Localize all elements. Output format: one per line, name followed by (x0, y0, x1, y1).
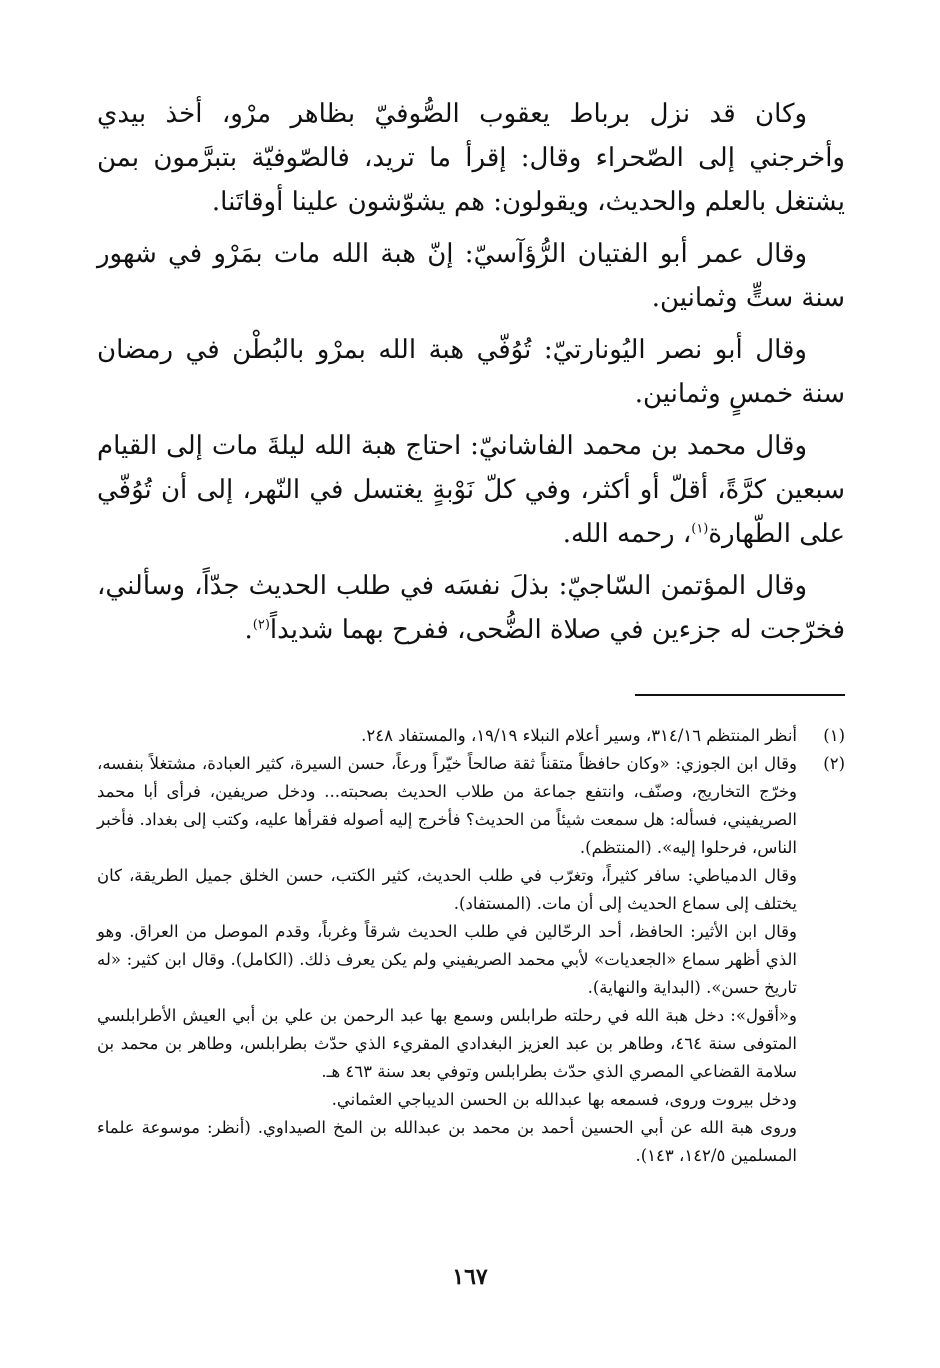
footnote-text: أنظر المنتظم ٣١٤/١٦، وسير أعلام النبلاء ١٩/١٩، والمستفاد ٢٤٨. (361, 726, 797, 745)
paragraph-text: وقال أبو نصر اليُونارتيّ: تُوُفّي هبة الله بمرْو بالبُطْن في رمضان سنة خمسٍ وثمانين. (97, 335, 845, 409)
footnote-text: وقال ابن الجوزي: «وكان حافظاً متقناً ثقة صالحاً خيّراً ورعاً، حسن السيرة، كثير العبادة، مشتغلاً بنفسه، وخرّج التخاريج، وصنّف، وانتفع جماعة من طلاب الحديث بصحبته... ودخل صريفين، فرأى أبا محمد الصريفيني، فسأله: هل سمعت شيئاً من الحديث؟ فأخرج إليه أصوله فقرأها عليه، وكتب إلى بغداد. فأخبر الناس، فرحلوا إليه». (المنتظم). (97, 754, 797, 857)
footnote (97, 750, 845, 1170)
footnote-number: (٢) (823, 754, 845, 773)
footnote-body (97, 750, 797, 1170)
page-number: ١٦٧ (452, 1264, 488, 1290)
paragraph (97, 564, 845, 652)
footnote-text: ودخل بيروت وروى، فسمعه بها عبدالله بن الحسن الديباجي العثماني. (331, 1090, 797, 1109)
footnotes (97, 722, 845, 1170)
footnote-text: وقال ابن الأثير: الحافظ، أحد الرحّالين في طلب الحديث شرقاً وغرباً، وقدم الموصل من العراق. وهو الذي أظهر سماع «الجعديات» لأبي محمد الصريفيني ولم يكن يعرف ذلك. (الكامل). وقال ابن كثير: «له تاريخ حسن». (البداية والنهاية). (97, 922, 797, 997)
footnote-text: وروى هبة الله عن أبي الحسين أحمد بن محمد بن عبدالله بن المخ الصيداوي. (أنظر: موسوعة علماء المسلمين ١٤٢/٥، ١٤٣). (97, 1118, 797, 1165)
paragraph-text-tail: . (244, 615, 253, 645)
paragraph (97, 232, 845, 320)
paragraph-text: وقال عمر أبو الفتيان الرُّؤآسيّ: إنّ هبة الله مات بمَرْو في شهور سنة ستٍّ وثمانين. (97, 239, 845, 313)
footnote-number: (١) (823, 726, 845, 745)
footnote-divider (635, 694, 845, 696)
footnote-marker: (١) (691, 521, 709, 537)
footnote-body (97, 722, 797, 750)
main-text (97, 92, 845, 660)
footnote-marker: (٢) (252, 617, 270, 633)
paragraph-text: وكان قد نزل برباط يعقوب الصُّوفيّ بظاهر مرْو، أخذ بيدي وأخرجني إلى الصّحراء وقال: إقرأ ما تريد، فالصّوفيّة بتبرَّمون بمن يشتغل بالعلم والحديث، ويقولون: هم يشوّشون علينا أوقاتَنا. (97, 99, 845, 217)
paragraph (97, 92, 845, 224)
footnote (97, 722, 845, 750)
paragraph (97, 328, 845, 416)
paragraph-text: وقال المؤتمن السّاجيّ: بذلَ نفسَه في طلب الحديث جدّاً، وسألني، فخرّجت له جزءين في صلاة الضُّحى، ففرح بهما شديداً (97, 571, 845, 645)
footnote-text: وقال الدمياطي: سافر كثيراً، وتغرّب في طلب الحديث، كثير الكتب، حسن الخلق جميل الطريقة، كان يختلف إلى سماع الحديث إلى أن مات. (المستفاد). (97, 866, 797, 913)
paragraph (97, 424, 845, 556)
paragraph-text-tail: ، رحمه الله. (562, 519, 692, 549)
paragraph-text: وقال محمد بن محمد الفاشانيّ: احتاج هبة الله ليلةَ مات إلى القيام سبعين كرَّةً، أقلّ أو أكثر، وفي كلّ نَوْبةٍ يغتسل في النّهر، إلى أن تُوُفّي على الطّهارة (97, 431, 845, 549)
footnote-text: و«أقول»: دخل هبة الله في رحلته طرابلس وسمع بها عبد الرحمن بن علي بن أبي العيش الأطرابلسي المتوفى سنة ٤٦٤، وطاهر بن عبد العزيز البغدادي المقريء الذي حدّث بطرابلس، وطاهر بن محمد بن سلامة القضاعي المصري الذي حدّث بطرابلس وتوفي بعد سنة ٤٦٣ هـ. (97, 1006, 797, 1081)
